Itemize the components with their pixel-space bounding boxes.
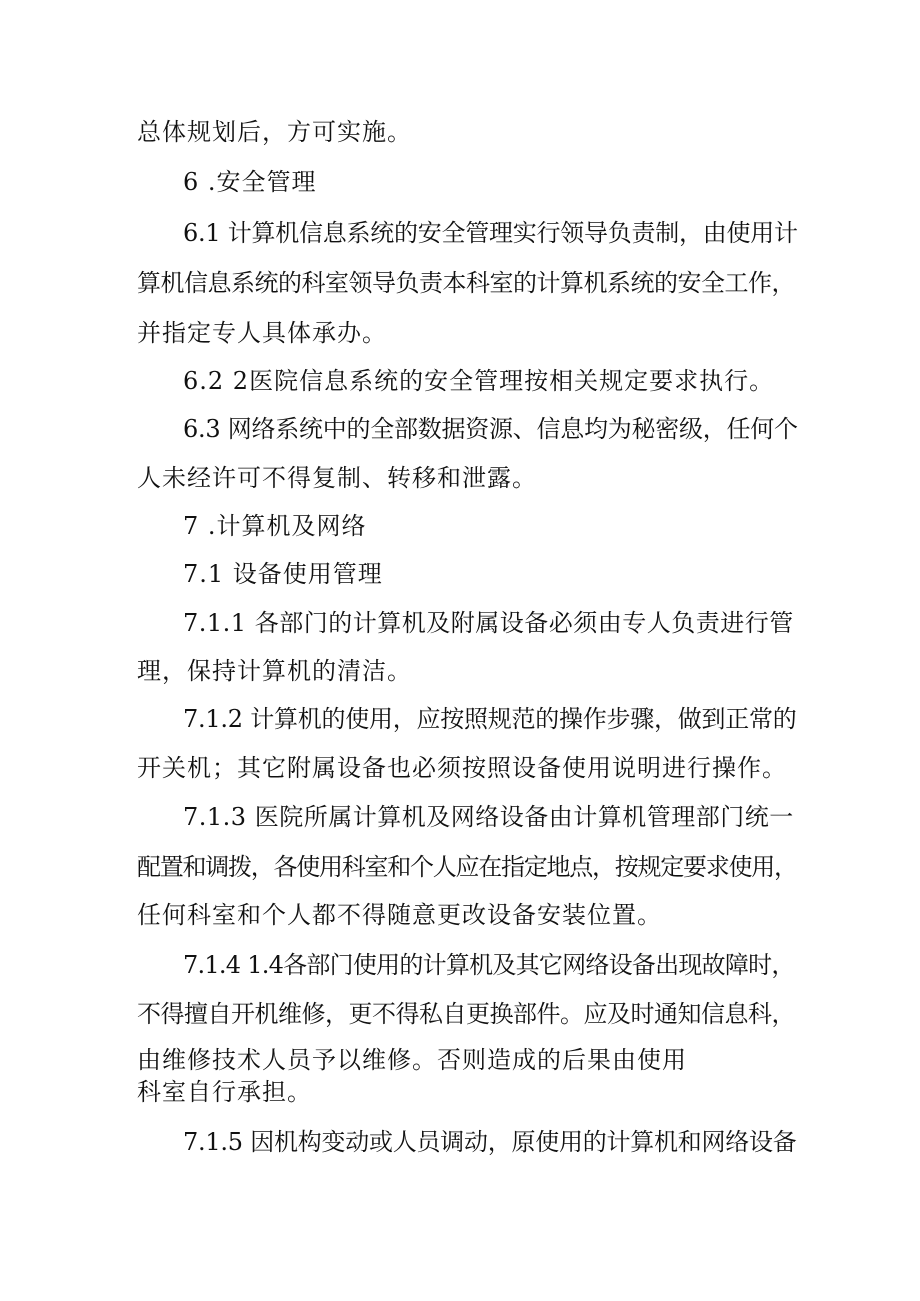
text-line: 总体规划后，方可实施。	[137, 118, 412, 146]
text-line: 7.1.2 计算机的使用，应按照规范的操作步骤，做到正常的	[183, 705, 797, 733]
text-line: 理，保持计算机的清洁。	[137, 657, 412, 685]
text-line: 科室自行承担。	[137, 1078, 312, 1106]
text-line: 任何科室和个人都不得随意更改设备安装位置。	[137, 901, 662, 929]
text-line: 开关机；其它附属设备也必须按照设备使用说明进行操作。	[137, 754, 787, 782]
text-line: 7.1.3 医院所属计算机及网络设备由计算机管理部门统一	[183, 803, 794, 831]
section-heading: 6 .安全管理	[183, 168, 317, 196]
text-line: 由维修技术人员予以维修。否则造成的后果由使用	[137, 1046, 687, 1074]
text-line: 算机信息系统的科室领导负责本科室的计算机系统的安全工作，	[137, 269, 795, 297]
text-line: 7.1.5 因机构变动或人员调动，原使用的计算机和网络设备	[183, 1128, 797, 1156]
text-line: 6.3 网络系统中的全部数据资源、信息均为秘密级，任何个	[183, 415, 798, 443]
text-line: 人未经许可不得复制、转移和泄露。	[137, 464, 537, 492]
text-line: 7.1.1 各部门的计算机及附属设备必须由专人负责进行管	[183, 609, 794, 637]
text-line: 7.1.4 1.4各部门使用的计算机及其它网络设备出现故障时，	[183, 951, 795, 979]
text-line: 配置和调拨，各使用科室和个人应在指定地点，按规定要求使用，	[137, 853, 797, 881]
text-line: 不得擅自开机维修，更不得私自更换部件。应及时通知信息科，	[137, 1000, 795, 1028]
subsection-heading: 7.1 设备使用管理	[183, 560, 383, 588]
text-line: 6.2 2医院信息系统的安全管理按相关规定要求执行。	[183, 367, 775, 395]
text-line: 6.1 计算机信息系统的安全管理实行领导负责制，由使用计	[183, 219, 798, 247]
section-heading: 7 .计算机及网络	[183, 512, 367, 540]
text-line: 并指定专人具体承办。	[137, 319, 387, 347]
